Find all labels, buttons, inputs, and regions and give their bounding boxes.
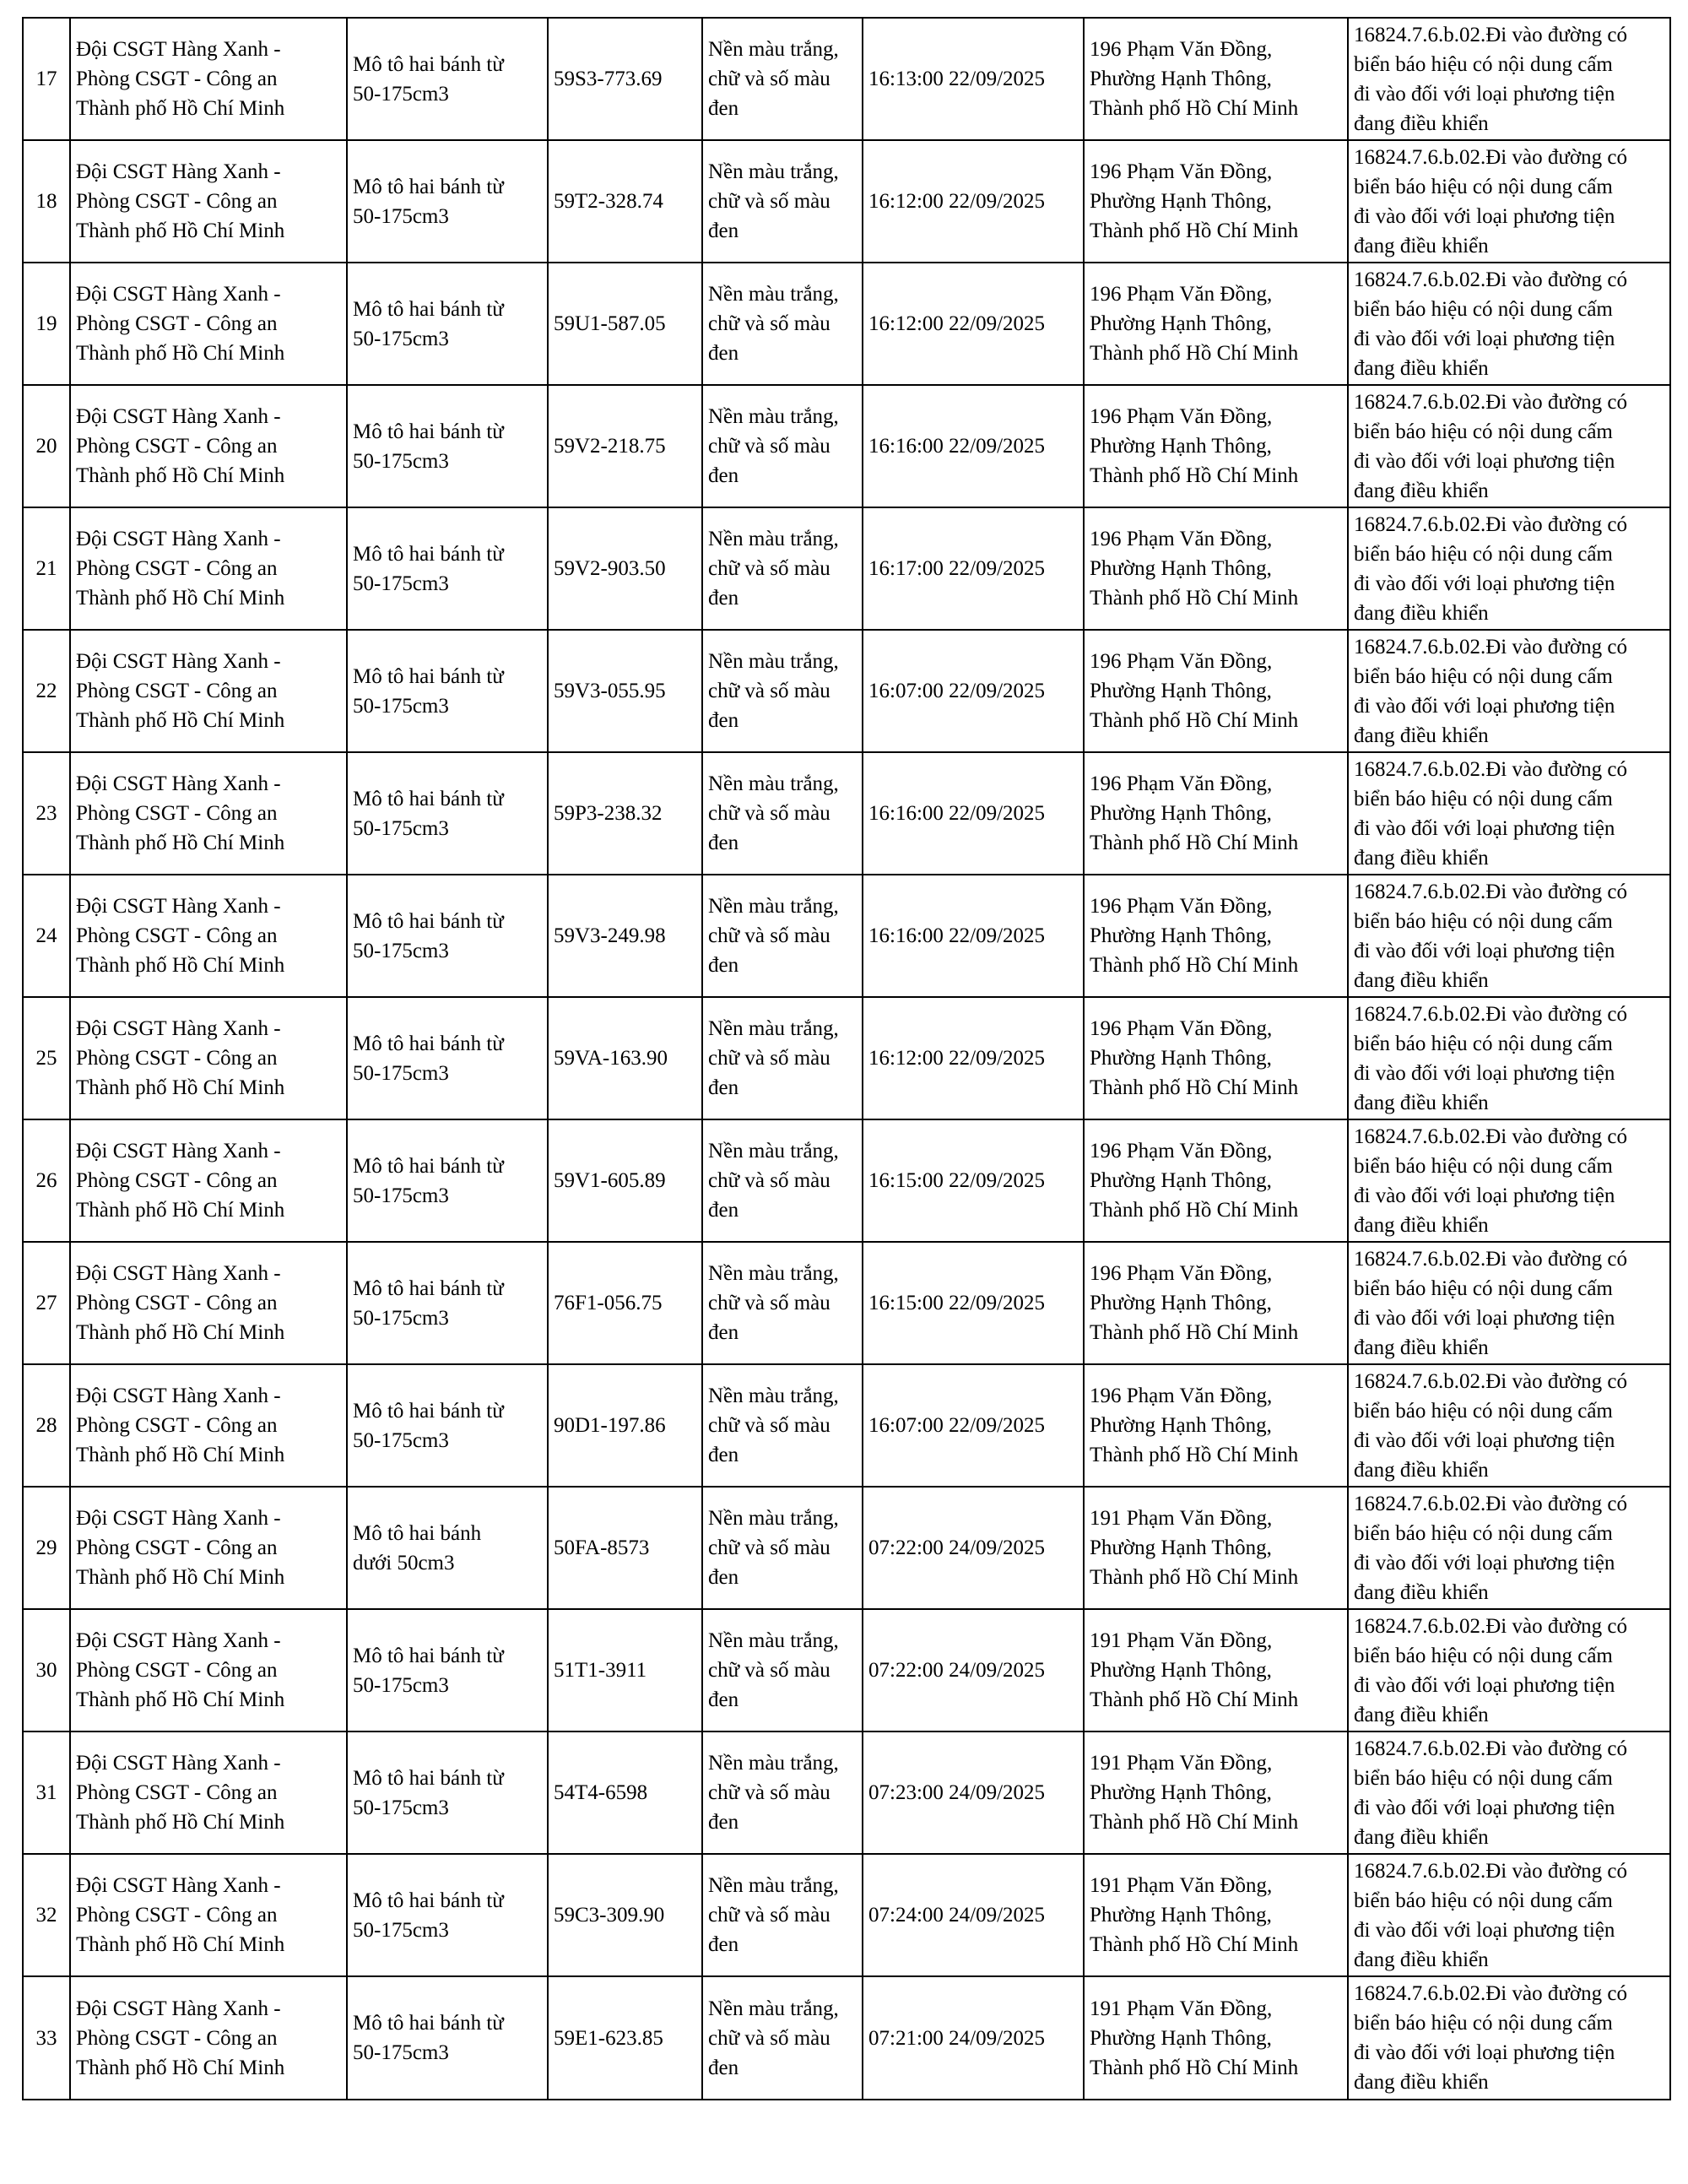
- plate-color-cell: [702, 140, 863, 263]
- violation-location: 196 Phạm Văn Đồng, Phường Hạnh Thông, Thành phố Hồ Chí Minh: [1090, 1385, 1299, 1466]
- issuing-unit: Đội CSGT Hàng Xanh - Phòng CSGT - Công an Thành phố Hồ Chí Minh: [76, 1262, 285, 1344]
- violation-location: 196 Phạm Văn Đồng, Phường Hạnh Thông, Thành phố Hồ Chí Minh: [1090, 1262, 1299, 1344]
- vehicle-type-cell: [347, 752, 548, 875]
- plate-color: Nền màu trắng, chữ và số màu đen: [708, 650, 839, 732]
- vehicle-type: Mô tô hai bánh từ 50-175cm3: [353, 909, 504, 962]
- row-number: 30: [35, 1659, 57, 1682]
- violation-location-cell: [1084, 1487, 1348, 1609]
- issuing-unit: Đội CSGT Hàng Xanh - Phòng CSGT - Công an Thành phố Hồ Chí Minh: [76, 1997, 285, 2079]
- violation-time: 16:16:00 22/09/2025: [868, 802, 1046, 825]
- violation-description-cell: [1348, 1119, 1670, 1242]
- license-plate-cell: [548, 1976, 702, 2100]
- violation-time: 16:12:00 22/09/2025: [868, 312, 1046, 335]
- issuing-unit-cell: [70, 140, 347, 263]
- license-plate-cell: [548, 385, 702, 507]
- violation-location: 196 Phạm Văn Đồng, Phường Hạnh Thông, Thành phố Hồ Chí Minh: [1090, 895, 1299, 977]
- plate-color-cell: [702, 1731, 863, 1854]
- violation-time-cell: [863, 18, 1084, 140]
- license-plate: 59T2-328.74: [554, 190, 663, 213]
- violation-time: 07:23:00 24/09/2025: [868, 1781, 1046, 1804]
- plate-color-cell: [702, 997, 863, 1119]
- violation-description-cell: [1348, 630, 1670, 752]
- violation-location: 191 Phạm Văn Đồng, Phường Hạnh Thông, Thành phố Hồ Chí Minh: [1090, 1629, 1299, 1711]
- license-plate: 50FA-8573: [554, 1536, 650, 1559]
- violation-time: 07:24:00 24/09/2025: [868, 1904, 1046, 1927]
- issuing-unit: Đội CSGT Hàng Xanh - Phòng CSGT - Công an Thành phố Hồ Chí Minh: [76, 1629, 285, 1711]
- issuing-unit: Đội CSGT Hàng Xanh - Phòng CSGT - Công an Thành phố Hồ Chí Minh: [76, 650, 285, 732]
- row-number: 25: [35, 1047, 57, 1070]
- vehicle-type: Mô tô hai bánh từ 50-175cm3: [353, 1766, 504, 1819]
- row-number-cell: [23, 1487, 70, 1609]
- plate-color: Nền màu trắng, chữ và số màu đen: [708, 1385, 839, 1466]
- row-number-cell: [23, 1119, 70, 1242]
- row-number: 17: [35, 68, 57, 90]
- row-number: 22: [35, 680, 57, 702]
- table-row: [23, 875, 1670, 997]
- plate-color: Nền màu trắng, chữ và số màu đen: [708, 1140, 839, 1222]
- plate-color-cell: [702, 1976, 863, 2100]
- plate-color: Nền màu trắng, chữ và số màu đen: [708, 1874, 839, 1956]
- row-number-cell: [23, 507, 70, 630]
- issuing-unit: Đội CSGT Hàng Xanh - Phòng CSGT - Công an Thành phố Hồ Chí Minh: [76, 160, 285, 242]
- violation-location-cell: [1084, 1242, 1348, 1364]
- vehicle-type: Mô tô hai bánh từ 50-175cm3: [353, 1644, 504, 1697]
- violation-location: 196 Phạm Văn Đồng, Phường Hạnh Thông, Thành phố Hồ Chí Minh: [1090, 160, 1299, 242]
- row-number-cell: [23, 1854, 70, 1976]
- table-row: [23, 263, 1670, 385]
- table-row: [23, 507, 1670, 630]
- violation-location: 196 Phạm Văn Đồng, Phường Hạnh Thông, Thành phố Hồ Chí Minh: [1090, 283, 1299, 365]
- vehicle-type: Mô tô hai bánh từ 50-175cm3: [353, 1889, 504, 1942]
- violation-description: 16824.7.6.b.02.Đi vào đường có biển báo hiệu có nội dung cấm đi vào đối với loại phương tiện đang điều khiển: [1354, 1125, 1627, 1237]
- table-row: [23, 1731, 1670, 1854]
- violation-location: 191 Phạm Văn Đồng, Phường Hạnh Thông, Thành phố Hồ Chí Minh: [1090, 1997, 1299, 2079]
- violation-time: 16:17:00 22/09/2025: [868, 557, 1046, 580]
- violation-time: 07:22:00 24/09/2025: [868, 1659, 1046, 1682]
- license-plate-cell: [548, 875, 702, 997]
- license-plate: 59V3-249.98: [554, 924, 666, 947]
- vehicle-type-cell: [347, 630, 548, 752]
- table-body: [23, 18, 1670, 2100]
- table-row: [23, 752, 1670, 875]
- violation-location-cell: [1084, 997, 1348, 1119]
- license-plate: 59C3-309.90: [554, 1904, 665, 1927]
- vehicle-type-cell: [347, 18, 548, 140]
- vehicle-type-cell: [347, 507, 548, 630]
- violation-location: 191 Phạm Văn Đồng, Phường Hạnh Thông, Thành phố Hồ Chí Minh: [1090, 1507, 1299, 1589]
- plate-color-cell: [702, 1854, 863, 1976]
- license-plate: 76F1-056.75: [554, 1292, 663, 1314]
- issuing-unit: Đội CSGT Hàng Xanh - Phòng CSGT - Công an Thành phố Hồ Chí Minh: [76, 1507, 285, 1589]
- violation-time-cell: [863, 1242, 1084, 1364]
- issuing-unit: Đội CSGT Hàng Xanh - Phòng CSGT - Công an Thành phố Hồ Chí Minh: [76, 1874, 285, 1956]
- violation-description-cell: [1348, 263, 1670, 385]
- table-row: [23, 1854, 1670, 1976]
- violation-description: 16824.7.6.b.02.Đi vào đường có biển báo hiệu có nội dung cấm đi vào đối với loại phương tiện đang điều khiển: [1354, 1614, 1627, 1726]
- table-row: [23, 1119, 1670, 1242]
- issuing-unit: Đội CSGT Hàng Xanh - Phòng CSGT - Công an Thành phố Hồ Chí Minh: [76, 405, 285, 487]
- plate-color-cell: [702, 1609, 863, 1731]
- violation-time-cell: [863, 1731, 1084, 1854]
- violation-description-cell: [1348, 1854, 1670, 1976]
- violation-time-cell: [863, 875, 1084, 997]
- table-row: [23, 1364, 1670, 1487]
- license-plate-cell: [548, 263, 702, 385]
- row-number: 32: [35, 1904, 57, 1927]
- license-plate-cell: [548, 140, 702, 263]
- violation-time: 07:21:00 24/09/2025: [868, 2026, 1046, 2050]
- table-row: [23, 18, 1670, 140]
- table-row: [23, 997, 1670, 1119]
- row-number-cell: [23, 1364, 70, 1487]
- vehicle-type-cell: [347, 1487, 548, 1609]
- plate-color: Nền màu trắng, chữ và số màu đen: [708, 528, 839, 610]
- plate-color: Nền màu trắng, chữ và số màu đen: [708, 1997, 839, 2079]
- license-plate-cell: [548, 1731, 702, 1854]
- violation-time-cell: [863, 630, 1084, 752]
- table-row: [23, 385, 1670, 507]
- issuing-unit: Đội CSGT Hàng Xanh - Phòng CSGT - Công an Thành phố Hồ Chí Minh: [76, 1752, 285, 1834]
- license-plate-cell: [548, 1364, 702, 1487]
- table-row: [23, 630, 1670, 752]
- plate-color: Nền màu trắng, chữ và số màu đen: [708, 1262, 839, 1344]
- vehicle-type-cell: [347, 1854, 548, 1976]
- vehicle-type: Mô tô hai bánh từ 50-175cm3: [353, 1276, 504, 1330]
- license-plate: 59U1-587.05: [554, 312, 666, 335]
- plate-color: Nền màu trắng, chữ và số màu đen: [708, 1752, 839, 1834]
- issuing-unit-cell: [70, 263, 347, 385]
- vehicle-type-cell: [347, 1976, 548, 2100]
- plate-color-cell: [702, 1364, 863, 1487]
- violation-description: 16824.7.6.b.02.Đi vào đường có biển báo hiệu có nội dung cấm đi vào đối với loại phương tiện đang điều khiển: [1354, 268, 1627, 380]
- violation-description-cell: [1348, 140, 1670, 263]
- violation-description: 16824.7.6.b.02.Đi vào đường có biển báo hiệu có nội dung cấm đi vào đối với loại phương tiện đang điều khiển: [1354, 512, 1627, 625]
- row-number: 24: [35, 924, 57, 947]
- vehicle-type: Mô tô hai bánh từ 50-175cm3: [353, 420, 504, 473]
- plate-color-cell: [702, 1487, 863, 1609]
- violation-time: 07:22:00 24/09/2025: [868, 1536, 1046, 1559]
- violation-time: 16:13:00 22/09/2025: [868, 68, 1046, 90]
- vehicle-type-cell: [347, 1609, 548, 1731]
- violation-time-cell: [863, 997, 1084, 1119]
- plate-color-cell: [702, 752, 863, 875]
- table-row: [23, 1242, 1670, 1364]
- violation-location: 191 Phạm Văn Đồng, Phường Hạnh Thông, Thành phố Hồ Chí Minh: [1090, 1874, 1299, 1956]
- violation-location-cell: [1084, 875, 1348, 997]
- license-plate: 90D1-197.86: [554, 1414, 666, 1437]
- violation-description: 16824.7.6.b.02.Đi vào đường có biển báo hiệu có nội dung cấm đi vào đối với loại phương tiện đang điều khiển: [1354, 145, 1627, 257]
- violation-time-cell: [863, 1854, 1084, 1976]
- violation-location-cell: [1084, 630, 1348, 752]
- license-plate: 51T1-3911: [554, 1659, 647, 1682]
- row-number: 18: [35, 190, 57, 213]
- row-number-cell: [23, 385, 70, 507]
- violations-table: [22, 17, 1671, 2100]
- issuing-unit-cell: [70, 1119, 347, 1242]
- violation-location-cell: [1084, 1609, 1348, 1731]
- license-plate: 59V3-055.95: [554, 680, 666, 702]
- issuing-unit-cell: [70, 630, 347, 752]
- vehicle-type: Mô tô hai bánh từ 50-175cm3: [353, 52, 504, 106]
- violation-description: 16824.7.6.b.02.Đi vào đường có biển báo hiệu có nội dung cấm đi vào đối với loại phương tiện đang điều khiển: [1354, 1002, 1627, 1114]
- license-plate-cell: [548, 18, 702, 140]
- violation-time-cell: [863, 1364, 1084, 1487]
- vehicle-type: Mô tô hai bánh từ 50-175cm3: [353, 297, 504, 350]
- row-number-cell: [23, 630, 70, 752]
- violation-description-cell: [1348, 18, 1670, 140]
- violation-time-cell: [863, 1976, 1084, 2100]
- license-plate: 59V2-903.50: [554, 557, 666, 580]
- license-plate: 59V2-218.75: [554, 435, 666, 458]
- plate-color: Nền màu trắng, chữ và số màu đen: [708, 772, 839, 854]
- table-row: [23, 1976, 1670, 2100]
- violation-time: 16:12:00 22/09/2025: [868, 1047, 1046, 1070]
- issuing-unit-cell: [70, 1364, 347, 1487]
- violation-time: 16:16:00 22/09/2025: [868, 924, 1046, 947]
- row-number: 19: [35, 312, 57, 335]
- plate-color: Nền màu trắng, chữ và số màu đen: [708, 1629, 839, 1711]
- violation-description: 16824.7.6.b.02.Đi vào đường có biển báo hiệu có nội dung cấm đi vào đối với loại phương tiện đang điều khiển: [1354, 635, 1627, 747]
- plate-color: Nền màu trắng, chữ và số màu đen: [708, 38, 839, 120]
- violation-location-cell: [1084, 1364, 1348, 1487]
- violation-time-cell: [863, 140, 1084, 263]
- vehicle-type-cell: [347, 263, 548, 385]
- violation-description: 16824.7.6.b.02.Đi vào đường có biển báo hiệu có nội dung cấm đi vào đối với loại phương tiện đang điều khiển: [1354, 1737, 1627, 1849]
- violation-location: 196 Phạm Văn Đồng, Phường Hạnh Thông, Thành phố Hồ Chí Minh: [1090, 650, 1299, 732]
- violation-time-cell: [863, 1119, 1084, 1242]
- violation-description: 16824.7.6.b.02.Đi vào đường có biển báo hiệu có nội dung cấm đi vào đối với loại phương tiện đang điều khiển: [1354, 880, 1627, 992]
- vehicle-type-cell: [347, 385, 548, 507]
- issuing-unit-cell: [70, 997, 347, 1119]
- issuing-unit-cell: [70, 1242, 347, 1364]
- violation-description-cell: [1348, 507, 1670, 630]
- row-number: 28: [35, 1414, 57, 1437]
- violation-location-cell: [1084, 1854, 1348, 1976]
- row-number-cell: [23, 875, 70, 997]
- plate-color-cell: [702, 1119, 863, 1242]
- issuing-unit: Đội CSGT Hàng Xanh - Phòng CSGT - Công an Thành phố Hồ Chí Minh: [76, 895, 285, 977]
- plate-color-cell: [702, 385, 863, 507]
- row-number: 26: [35, 1169, 57, 1192]
- license-plate: 59P3-238.32: [554, 802, 663, 825]
- row-number-cell: [23, 1609, 70, 1731]
- violation-description-cell: [1348, 997, 1670, 1119]
- issuing-unit-cell: [70, 1487, 347, 1609]
- vehicle-type: Mô tô hai bánh từ 50-175cm3: [353, 1032, 504, 1085]
- violation-time: 16:15:00 22/09/2025: [868, 1292, 1046, 1314]
- row-number-cell: [23, 1976, 70, 2100]
- row-number: 27: [35, 1292, 57, 1314]
- violation-description: 16824.7.6.b.02.Đi vào đường có biển báo hiệu có nội dung cấm đi vào đối với loại phương tiện đang điều khiển: [1354, 1982, 1627, 2094]
- vehicle-type: Mô tô hai bánh từ 50-175cm3: [353, 2012, 504, 2064]
- row-number: 20: [35, 435, 57, 458]
- license-plate: 59E1-623.85: [554, 2026, 663, 2050]
- plate-color: Nền màu trắng, chữ và số màu đen: [708, 1507, 839, 1589]
- violation-location: 196 Phạm Văn Đồng, Phường Hạnh Thông, Thành phố Hồ Chí Minh: [1090, 1140, 1299, 1222]
- vehicle-type: Mô tô hai bánh từ 50-175cm3: [353, 175, 504, 228]
- issuing-unit-cell: [70, 1731, 347, 1854]
- violation-description: 16824.7.6.b.02.Đi vào đường có biển báo hiệu có nội dung cấm đi vào đối với loại phương tiện đang điều khiển: [1354, 757, 1627, 870]
- issuing-unit: Đội CSGT Hàng Xanh - Phòng CSGT - Công an Thành phố Hồ Chí Minh: [76, 283, 285, 365]
- violation-location-cell: [1084, 263, 1348, 385]
- license-plate: 54T4-6598: [554, 1781, 648, 1804]
- violation-time-cell: [863, 1609, 1084, 1731]
- row-number: 23: [35, 802, 57, 825]
- violation-description-cell: [1348, 1609, 1670, 1731]
- vehicle-type: Mô tô hai bánh từ 50-175cm3: [353, 1154, 504, 1207]
- violation-description: 16824.7.6.b.02.Đi vào đường có biển báo hiệu có nội dung cấm đi vào đối với loại phương tiện đang điều khiển: [1354, 1859, 1627, 1971]
- issuing-unit-cell: [70, 385, 347, 507]
- vehicle-type: Mô tô hai bánh từ 50-175cm3: [353, 787, 504, 840]
- violation-time: 16:07:00 22/09/2025: [868, 680, 1046, 702]
- issuing-unit-cell: [70, 752, 347, 875]
- vehicle-type: Mô tô hai bánh từ 50-175cm3: [353, 542, 504, 595]
- violation-time-cell: [863, 752, 1084, 875]
- issuing-unit-cell: [70, 507, 347, 630]
- row-number: 33: [35, 2026, 57, 2050]
- vehicle-type-cell: [347, 1364, 548, 1487]
- plate-color: Nền màu trắng, chữ và số màu đen: [708, 283, 839, 365]
- violation-location-cell: [1084, 1119, 1348, 1242]
- issuing-unit-cell: [70, 1609, 347, 1731]
- row-number: 31: [35, 1781, 57, 1804]
- violation-description: 16824.7.6.b.02.Đi vào đường có biển báo hiệu có nội dung cấm đi vào đối với loại phương tiện đang điều khiển: [1354, 390, 1627, 502]
- row-number-cell: [23, 752, 70, 875]
- violation-description: 16824.7.6.b.02.Đi vào đường có biển báo hiệu có nội dung cấm đi vào đối với loại phương tiện đang điều khiển: [1354, 1369, 1627, 1482]
- row-number-cell: [23, 140, 70, 263]
- plate-color: Nền màu trắng, chữ và số màu đen: [708, 895, 839, 977]
- row-number-cell: [23, 1242, 70, 1364]
- issuing-unit: Đội CSGT Hàng Xanh - Phòng CSGT - Công an Thành phố Hồ Chí Minh: [76, 38, 285, 120]
- violation-description: 16824.7.6.b.02.Đi vào đường có biển báo hiệu có nội dung cấm đi vào đối với loại phương tiện đang điều khiển: [1354, 1247, 1627, 1359]
- violation-time: 16:16:00 22/09/2025: [868, 435, 1046, 458]
- license-plate-cell: [548, 1242, 702, 1364]
- license-plate-cell: [548, 1854, 702, 1976]
- violation-time: 16:12:00 22/09/2025: [868, 190, 1046, 213]
- license-plate-cell: [548, 1487, 702, 1609]
- plate-color-cell: [702, 263, 863, 385]
- violation-time: 16:07:00 22/09/2025: [868, 1414, 1046, 1437]
- violation-location-cell: [1084, 1976, 1348, 2100]
- row-number: 29: [35, 1536, 57, 1559]
- violation-location-cell: [1084, 140, 1348, 263]
- vehicle-type-cell: [347, 1731, 548, 1854]
- table-row: [23, 1487, 1670, 1609]
- violation-time-cell: [863, 385, 1084, 507]
- license-plate-cell: [548, 1119, 702, 1242]
- violation-time-cell: [863, 507, 1084, 630]
- issuing-unit-cell: [70, 1854, 347, 1976]
- violation-description-cell: [1348, 875, 1670, 997]
- vehicle-type: Mô tô hai bánh dưới 50cm3: [353, 1521, 482, 1574]
- violation-description: 16824.7.6.b.02.Đi vào đường có biển báo hiệu có nội dung cấm đi vào đối với loại phương tiện đang điều khiển: [1354, 1492, 1627, 1604]
- violation-location-cell: [1084, 385, 1348, 507]
- violation-location: 196 Phạm Văn Đồng, Phường Hạnh Thông, Thành phố Hồ Chí Minh: [1090, 772, 1299, 854]
- row-number-cell: [23, 263, 70, 385]
- issuing-unit: Đội CSGT Hàng Xanh - Phòng CSGT - Công an Thành phố Hồ Chí Minh: [76, 1140, 285, 1222]
- plate-color-cell: [702, 507, 863, 630]
- issuing-unit-cell: [70, 18, 347, 140]
- vehicle-type-cell: [347, 997, 548, 1119]
- violation-location-cell: [1084, 752, 1348, 875]
- violation-description-cell: [1348, 752, 1670, 875]
- issuing-unit: Đội CSGT Hàng Xanh - Phòng CSGT - Công an Thành phố Hồ Chí Minh: [76, 1017, 285, 1099]
- violation-description: 16824.7.6.b.02.Đi vào đường có biển báo hiệu có nội dung cấm đi vào đối với loại phương tiện đang điều khiển: [1354, 23, 1627, 135]
- license-plate-cell: [548, 752, 702, 875]
- violation-location: 196 Phạm Văn Đồng, Phường Hạnh Thông, Thành phố Hồ Chí Minh: [1090, 1017, 1299, 1099]
- row-number: 21: [35, 557, 57, 580]
- license-plate: 59S3-773.69: [554, 68, 663, 90]
- vehicle-type: Mô tô hai bánh từ 50-175cm3: [353, 664, 504, 718]
- violation-description-cell: [1348, 1976, 1670, 2100]
- violation-description-cell: [1348, 1487, 1670, 1609]
- violation-time-cell: [863, 1487, 1084, 1609]
- plate-color-cell: [702, 875, 863, 997]
- license-plate-cell: [548, 1609, 702, 1731]
- violation-description-cell: [1348, 385, 1670, 507]
- violation-time-cell: [863, 263, 1084, 385]
- violation-location: 196 Phạm Văn Đồng, Phường Hạnh Thông, Thành phố Hồ Chí Minh: [1090, 528, 1299, 610]
- plate-color: Nền màu trắng, chữ và số màu đen: [708, 160, 839, 242]
- license-plate-cell: [548, 630, 702, 752]
- plate-color-cell: [702, 1242, 863, 1364]
- vehicle-type-cell: [347, 140, 548, 263]
- violation-location: 196 Phạm Văn Đồng, Phường Hạnh Thông, Thành phố Hồ Chí Minh: [1090, 38, 1299, 120]
- plate-color: Nền màu trắng, chữ và số màu đen: [708, 1017, 839, 1099]
- row-number-cell: [23, 1731, 70, 1854]
- row-number-cell: [23, 18, 70, 140]
- plate-color-cell: [702, 18, 863, 140]
- table-row: [23, 140, 1670, 263]
- violation-location: 196 Phạm Văn Đồng, Phường Hạnh Thông, Thành phố Hồ Chí Minh: [1090, 405, 1299, 487]
- row-number-cell: [23, 997, 70, 1119]
- license-plate-cell: [548, 507, 702, 630]
- vehicle-type: Mô tô hai bánh từ 50-175cm3: [353, 1399, 504, 1452]
- violation-time: 16:15:00 22/09/2025: [868, 1169, 1046, 1192]
- vehicle-type-cell: [347, 1119, 548, 1242]
- table-row: [23, 1609, 1670, 1731]
- issuing-unit: Đội CSGT Hàng Xanh - Phòng CSGT - Công an Thành phố Hồ Chí Minh: [76, 772, 285, 854]
- license-plate-cell: [548, 997, 702, 1119]
- issuing-unit-cell: [70, 1976, 347, 2100]
- violation-location-cell: [1084, 18, 1348, 140]
- license-plate: 59VA-163.90: [554, 1047, 668, 1070]
- license-plate: 59V1-605.89: [554, 1169, 666, 1192]
- violation-description-cell: [1348, 1242, 1670, 1364]
- violation-description-cell: [1348, 1364, 1670, 1487]
- vehicle-type-cell: [347, 875, 548, 997]
- issuing-unit: Đội CSGT Hàng Xanh - Phòng CSGT - Công an Thành phố Hồ Chí Minh: [76, 1385, 285, 1466]
- violation-location-cell: [1084, 1731, 1348, 1854]
- plate-color-cell: [702, 630, 863, 752]
- issuing-unit-cell: [70, 875, 347, 997]
- issuing-unit: Đội CSGT Hàng Xanh - Phòng CSGT - Công an Thành phố Hồ Chí Minh: [76, 528, 285, 610]
- vehicle-type-cell: [347, 1242, 548, 1364]
- violation-location-cell: [1084, 507, 1348, 630]
- violation-description-cell: [1348, 1731, 1670, 1854]
- plate-color: Nền màu trắng, chữ và số màu đen: [708, 405, 839, 487]
- violation-location: 191 Phạm Văn Đồng, Phường Hạnh Thông, Thành phố Hồ Chí Minh: [1090, 1752, 1299, 1834]
